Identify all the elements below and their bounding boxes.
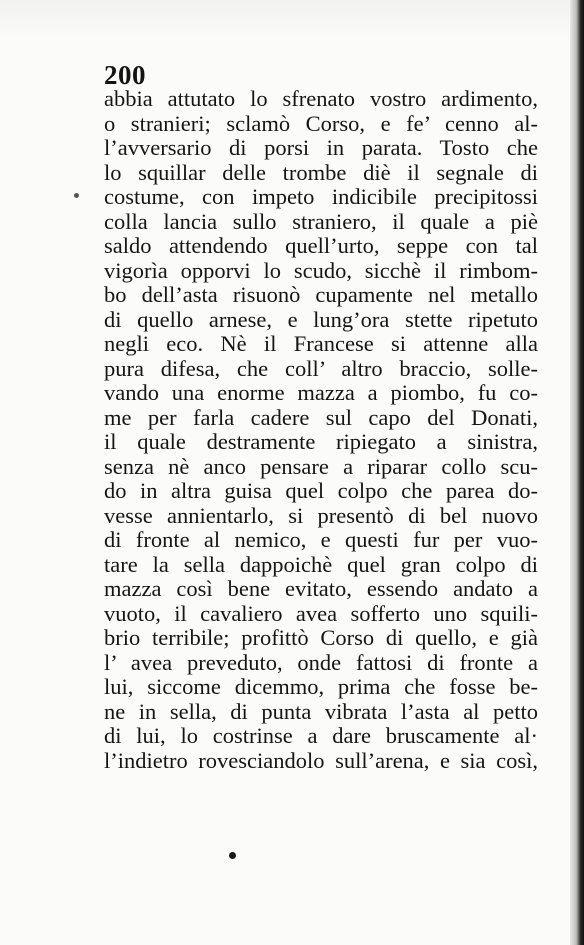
page-top-shading	[0, 0, 570, 40]
text-line: l’indietro rovesciandolo sull’arena, e sia così,	[104, 747, 538, 773]
text-line: senza nè anco pensare a riparar collo scu-	[104, 453, 538, 479]
body-text	[104, 87, 538, 773]
text-line: brio terribile; profittò Corso di quello, e già	[104, 625, 538, 650]
text-line: di quello arnese, e lung’ora stette ripetuto	[104, 306, 538, 332]
text-line: l’avversario di porsi in parata. Tosto che	[104, 135, 538, 160]
text-line: di fronte al nemico, e questi fur per vuo-	[104, 527, 538, 552]
text-line: bo dell’asta risuonò cupamente nel metallo	[104, 282, 538, 307]
text-line: do in altra guisa quel colpo che parea do-	[104, 478, 538, 503]
text-line: il quale destramente ripiegato a sinistra,	[104, 429, 538, 454]
text-line: mazza così bene evitato, essendo andato a	[104, 576, 538, 601]
page-binding-edge	[570, 0, 584, 945]
text-line: di lui, lo costrinse a dare bruscamente al·	[104, 723, 538, 748]
text-line: ne in sella, di punta vibrata l’asta al petto	[104, 698, 538, 724]
text-line: l’ avea preveduto, onde fattosi di fronte a	[104, 649, 538, 675]
text-line: vigorìa opporvi lo scudo, sicchè il rimbom-	[104, 257, 538, 283]
text-line: tare la sella dappoichè quel gran colpo di	[104, 551, 538, 577]
text-line: vuoto, il cavaliero avea sofferto uno squili-	[104, 600, 538, 626]
text-line: me per farla cadere sul capo del Donati,	[104, 404, 538, 430]
ink-speck	[74, 193, 79, 198]
text-line: saldo attendendo quell’urto, seppe con tal	[104, 233, 538, 258]
page-number: 200	[104, 60, 146, 90]
ornament-dot	[229, 852, 236, 859]
text-line: vando una enorme mazza a piombo, fu co-	[104, 380, 538, 405]
text-line: costume, con impeto indicibile precipitossi	[104, 184, 538, 209]
text-line: vesse annientarlo, si presentò di bel nuovo	[104, 502, 538, 528]
text-line: colla lancia sullo straniero, il quale a piè	[104, 208, 538, 234]
text-line: pura difesa, che coll’ altro braccio, solle-	[104, 355, 538, 381]
text-line: abbia attutato lo sfrenato vostro ardimento,	[104, 86, 538, 111]
text-line: lo squillar delle trombe diè il segnale di	[104, 159, 538, 185]
text-line: negli eco. Nè il Francese si attenne alla	[104, 331, 538, 356]
text-line: o stranieri; sclamò Corso, e fe’ cenno al-	[104, 110, 538, 136]
text-line: lui, siccome dicemmo, prima che fosse be-	[104, 674, 538, 699]
